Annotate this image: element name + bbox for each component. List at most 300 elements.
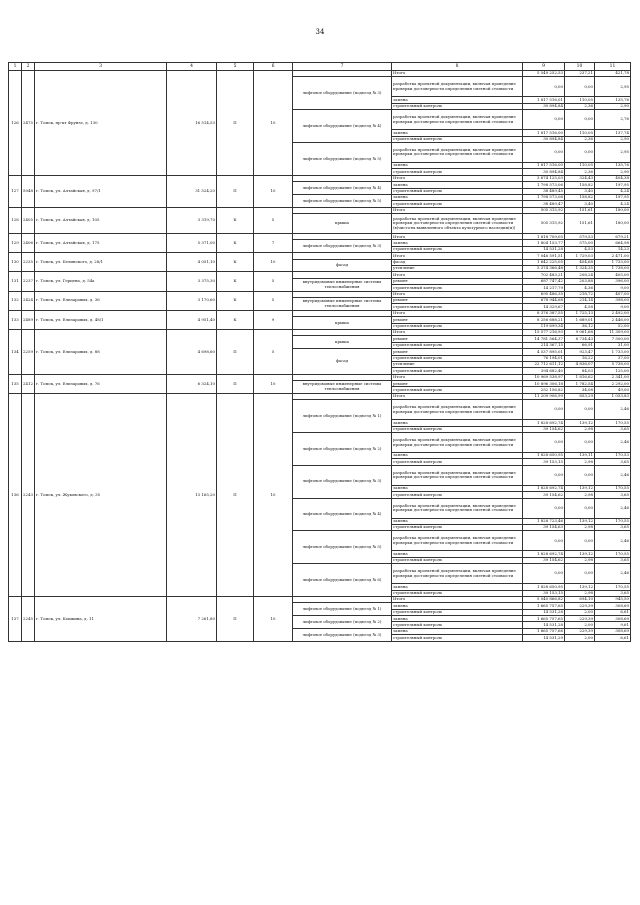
house-code: 2489 bbox=[22, 310, 35, 329]
address: г. Томск, ул. Елизаровых, д. 88 bbox=[35, 329, 167, 374]
limit-cost: 170,55 bbox=[595, 551, 631, 557]
work-description: разработка проектной документации, включая проведение проверки достоверности определения сметной стоимости bbox=[392, 433, 523, 453]
cost-value: 1 817 516,01 bbox=[523, 97, 565, 103]
work-description: замена bbox=[392, 518, 523, 524]
total-area: 4 951,40 bbox=[167, 310, 217, 329]
house-code: 2405 bbox=[22, 207, 35, 233]
cost-value: 0,00 bbox=[523, 531, 565, 551]
cost-value: 1 828 650,95 bbox=[523, 584, 565, 590]
cost-value: 39 154,62 bbox=[523, 492, 565, 498]
cost-value: 1 828 692,74 bbox=[523, 551, 565, 557]
row-number: 136 bbox=[9, 393, 22, 596]
limit-cost: 945,50 bbox=[595, 596, 631, 602]
limit-cost: 125,00 bbox=[595, 368, 631, 374]
unit-cost: 34,08 bbox=[565, 387, 595, 393]
cost-value: 38 489,47 bbox=[523, 201, 565, 207]
work-type: фасад bbox=[293, 349, 392, 375]
wall-material: К bbox=[217, 310, 254, 329]
cost-value: 15 577 216,93 bbox=[523, 329, 565, 335]
total-area: 7 261,80 bbox=[167, 596, 217, 641]
cost-value: 14 531,28 bbox=[523, 622, 565, 628]
work-description: разработка проектной документации, включая проведение проверки достоверности определения сметной стоимости (в)чистоты выявленного объекта культурного наследия(и)) bbox=[392, 214, 523, 234]
cost-value: 687 747,42 bbox=[523, 278, 565, 284]
work-description: Итого bbox=[392, 310, 523, 316]
unit-cost: 2,98 bbox=[565, 492, 595, 498]
cost-value: 14 329,67 bbox=[523, 304, 565, 310]
work-description: строительный контроль bbox=[392, 368, 523, 374]
work-description: замена bbox=[392, 194, 523, 200]
unit-cost: 4,58 bbox=[565, 304, 595, 310]
unit-cost: 579,53 bbox=[565, 234, 595, 240]
total-area: 16 514,53 bbox=[167, 71, 217, 176]
wall-material: П bbox=[217, 329, 254, 374]
work-description: разработка проектной документации, включая проведение проверки достоверности определения сметной стоимости bbox=[392, 142, 523, 162]
limit-cost: 4,24 bbox=[595, 188, 631, 194]
row-number: 134 bbox=[9, 329, 22, 374]
work-description: строительный контроль bbox=[392, 492, 523, 498]
work-description: строительный контроль bbox=[392, 426, 523, 432]
limit-cost: 3,65 bbox=[595, 492, 631, 498]
limit-cost: 180,00 bbox=[595, 207, 631, 213]
row-number: 131 bbox=[9, 272, 22, 291]
work-type: лифтовое оборудование (подъезд № 6) bbox=[293, 564, 392, 597]
unit-cost: 139,12 bbox=[565, 518, 595, 524]
limit-cost: 170,55 bbox=[595, 518, 631, 524]
unit-cost: 1 729,03 bbox=[565, 253, 595, 259]
cost-value: 678 944,68 bbox=[523, 297, 565, 303]
cost-value: 394 682,40 bbox=[523, 368, 565, 374]
unit-cost: 36,12 bbox=[565, 323, 595, 329]
wall-material: П bbox=[217, 596, 254, 641]
limit-cost: 2 341,00 bbox=[595, 374, 631, 380]
unit-cost: 2,36 bbox=[565, 103, 595, 109]
limit-cost: 137,74 bbox=[595, 130, 631, 136]
work-description: строительный контроль bbox=[392, 323, 523, 329]
work-description: ремонт bbox=[392, 317, 523, 323]
house-code: 2245 bbox=[22, 596, 35, 641]
unit-cost: 0,00 bbox=[565, 400, 595, 420]
unit-cost: 2,98 bbox=[565, 590, 595, 596]
work-description: замена bbox=[392, 628, 523, 634]
cost-value: 39 154,62 bbox=[523, 557, 565, 563]
unit-cost: 0,00 bbox=[565, 77, 595, 97]
unit-cost: 16,22 bbox=[565, 355, 595, 361]
limit-cost: 2 446,00 bbox=[595, 317, 631, 323]
col-header: 3 bbox=[35, 63, 167, 71]
unit-cost: 139,12 bbox=[565, 551, 595, 557]
work-description: разработка проектной документации, включая проведение проверки достоверности определения сметной стоимости bbox=[392, 498, 523, 518]
floors: 9 bbox=[254, 310, 293, 329]
unit-cost: 151,61 bbox=[565, 207, 595, 213]
work-type: лифтовое оборудование (подъезд № 1) bbox=[293, 603, 392, 616]
work-description: разработка проектной документации, включая проведение проверки достоверности определения сметной стоимости bbox=[392, 400, 523, 420]
cost-value: 5 549 252,53 bbox=[523, 71, 565, 77]
work-description: замена bbox=[392, 616, 523, 622]
work-description: замена bbox=[392, 420, 523, 426]
total-area: 3 375,30 bbox=[167, 272, 217, 291]
cost-value: 14 217,79 bbox=[523, 285, 565, 291]
unit-cost: 3,40 bbox=[565, 201, 595, 207]
cost-value: 10 896 306,18 bbox=[523, 381, 565, 387]
work-type: лифтовое оборудование (подъезд № 4) bbox=[293, 498, 392, 531]
work-type: лифтовое оборудование (подъезд № 3) bbox=[293, 77, 392, 110]
limit-cost: 1 053,83 bbox=[595, 393, 631, 399]
unit-cost: 0,00 bbox=[565, 465, 595, 485]
cost-value: 14 531,28 bbox=[523, 609, 565, 615]
address: г. Томск, ул. Елизаровых, д. 36 bbox=[35, 291, 167, 310]
cost-value: 14 531,29 bbox=[523, 635, 565, 641]
row-number: 129 bbox=[9, 234, 22, 253]
unit-cost: 1 725,13 bbox=[565, 310, 595, 316]
unit-cost: 139,12 bbox=[565, 485, 595, 491]
address: г. Томск, ул. Алтайская, д. 97/1 bbox=[35, 175, 167, 207]
limit-cost: 37,00 bbox=[595, 355, 631, 361]
work-type: лифтовое оборудование (подъезд № 5) bbox=[293, 142, 392, 175]
row-number: 137 bbox=[9, 596, 22, 641]
cost-value: 1 642 225,05 bbox=[523, 259, 565, 265]
limit-cost: 9,00 bbox=[595, 285, 631, 291]
limit-cost: 2,90 bbox=[595, 169, 631, 175]
cost-value: 1 798 573,06 bbox=[523, 182, 565, 188]
work-type: крыша bbox=[293, 317, 392, 330]
cost-value: 39 153,15 bbox=[523, 590, 565, 596]
cost-value: 0,00 bbox=[523, 110, 565, 130]
limit-cost: 664,98 bbox=[595, 240, 631, 246]
unit-cost: 853,29 bbox=[565, 393, 595, 399]
address: г. Томск, ул. Алтайская, д. 175 bbox=[35, 234, 167, 253]
unit-cost: 139,12 bbox=[565, 584, 595, 590]
work-description: Итого bbox=[392, 272, 523, 278]
cost-value: 30 894,84 bbox=[523, 136, 565, 142]
cost-value: 1 828 692,74 bbox=[523, 420, 565, 426]
wall-material: К bbox=[217, 207, 254, 233]
work-type: лифтовое оборудование (подъезд № 1) bbox=[293, 400, 392, 433]
work-type: лифтовое оборудование (подъезд № 4) bbox=[293, 110, 392, 143]
work-type: лифтовое оборудование (подъезд № 4) bbox=[293, 182, 392, 195]
cost-value: 695 486,35 bbox=[523, 291, 565, 297]
unit-cost: 9 061,68 bbox=[565, 329, 595, 335]
cost-value: 22 712 611,12 bbox=[523, 361, 565, 367]
total-area: 13 165,20 bbox=[167, 393, 217, 596]
unit-cost: 2,98 bbox=[565, 459, 595, 465]
house-code: 2243 bbox=[22, 393, 35, 596]
cost-value: 5 040 866,82 bbox=[523, 596, 565, 602]
wall-material: П bbox=[217, 71, 254, 176]
work-description: строительный контроль bbox=[392, 169, 523, 175]
unit-cost: 214,14 bbox=[565, 297, 595, 303]
work-description: Итого bbox=[392, 596, 523, 602]
unit-cost: 110,05 bbox=[565, 130, 595, 136]
work-description: замена bbox=[392, 603, 523, 609]
work-description: замена bbox=[392, 584, 523, 590]
limit-cost: 3,65 bbox=[595, 524, 631, 530]
work-description: ремонт bbox=[392, 381, 523, 387]
floors: 10 bbox=[254, 71, 293, 176]
address: г. Томск, ул. Кошкина, д. 11 bbox=[35, 596, 167, 641]
work-type: внутридомовые инженерные системы теплоснабжения bbox=[293, 278, 392, 291]
unit-cost: 2,98 bbox=[565, 426, 595, 432]
work-description: замена bbox=[392, 240, 523, 246]
cost-value: 8 256 688,21 bbox=[523, 317, 565, 323]
work-description: Итого bbox=[392, 207, 523, 213]
limit-cost: 135,76 bbox=[595, 97, 631, 103]
limit-cost: 308,69 bbox=[595, 628, 631, 634]
limit-cost: 170,55 bbox=[595, 420, 631, 426]
work-description: строительный контроль bbox=[392, 285, 523, 291]
work-type: лифтовое оборудование (подъезд № 3) bbox=[293, 465, 392, 498]
unit-cost: 2,00 bbox=[565, 622, 595, 628]
house-code: 2235 bbox=[22, 253, 35, 272]
work-description: замена bbox=[392, 162, 523, 168]
work-description: замена bbox=[392, 485, 523, 491]
col-header: 9 bbox=[523, 63, 565, 71]
cost-value: 0,00 bbox=[523, 433, 565, 453]
limit-cost: 31,00 bbox=[595, 342, 631, 348]
unit-cost: 3,40 bbox=[565, 188, 595, 194]
work-type: внутридомовые инженерные системы теплоснабжения bbox=[293, 297, 392, 310]
work-description: ремонт bbox=[392, 297, 523, 303]
work-type: лифтовое оборудование (подъезд № 2) bbox=[293, 433, 392, 466]
cost-value: 1 804 153,77 bbox=[523, 240, 565, 246]
work-description: утепление bbox=[392, 361, 523, 367]
cost-value: 10 969 538,97 bbox=[523, 374, 565, 380]
work-description: Итого bbox=[392, 253, 523, 259]
work-description: строительный контроль bbox=[392, 103, 523, 109]
unit-cost: 4,53 bbox=[565, 246, 595, 252]
floors: 7 bbox=[254, 234, 293, 253]
limit-cost: 9,61 bbox=[595, 622, 631, 628]
unit-cost: 158,82 bbox=[565, 194, 595, 200]
cost-value: 7 046 591,51 bbox=[523, 253, 565, 259]
limit-cost: 405,00 bbox=[595, 272, 631, 278]
col-header: 2 bbox=[22, 63, 35, 71]
unit-cost: 158,82 bbox=[565, 182, 595, 188]
cost-value: 39 154,62 bbox=[523, 426, 565, 432]
limit-cost: 1 733,00 bbox=[595, 349, 631, 355]
limit-cost: 2,46 bbox=[595, 564, 631, 584]
address: г. Томск, ул. Алтайская, д. 105 bbox=[35, 207, 167, 233]
limit-cost: 398,00 bbox=[595, 297, 631, 303]
limit-cost: 7 500,00 bbox=[595, 336, 631, 342]
unit-cost: 237,21 bbox=[565, 71, 595, 77]
unit-cost: 139,12 bbox=[565, 420, 595, 426]
cost-value: 8 376 387,55 bbox=[523, 310, 565, 316]
limit-cost: 308,69 bbox=[595, 616, 631, 622]
col-header: 10 bbox=[565, 63, 595, 71]
wall-material: К bbox=[217, 272, 254, 291]
unit-cost: 229,39 bbox=[565, 603, 595, 609]
unit-cost: 229,39 bbox=[565, 628, 595, 634]
work-description: строительный контроль bbox=[392, 622, 523, 628]
unit-cost: 0,00 bbox=[565, 110, 595, 130]
header-row bbox=[9, 63, 631, 71]
floors: 5 bbox=[254, 329, 293, 374]
work-description: ремонт bbox=[392, 336, 523, 342]
limit-cost: 2 492,00 bbox=[595, 310, 631, 316]
work-type: лифтовое оборудование (подъезд № 3) bbox=[293, 628, 392, 641]
col-header: 7 bbox=[293, 63, 392, 71]
work-type: лифтовое оборудование (подъезд № 2) bbox=[293, 616, 392, 629]
cost-value: 39 154,63 bbox=[523, 524, 565, 530]
row-number: 126 bbox=[9, 71, 22, 176]
wall-material: К bbox=[217, 234, 254, 253]
house-code: 5048 bbox=[22, 175, 35, 207]
unit-cost: 2,00 bbox=[565, 635, 595, 641]
address: г. Томск, ул. Жуковского, д. 35 bbox=[35, 393, 167, 596]
work-description: Итого bbox=[392, 374, 523, 380]
work-description: разработка проектной документации, включая проведение проверки достоверности определения сметной стоимости bbox=[392, 531, 523, 551]
work-description: строительный контроль bbox=[392, 355, 523, 361]
work-description: строительный контроль bbox=[392, 635, 523, 641]
wall-material: П bbox=[217, 175, 254, 207]
cost-value: 0,00 bbox=[523, 77, 565, 97]
total-area: 3 319,70 bbox=[167, 207, 217, 233]
col-header: 5 bbox=[217, 63, 254, 71]
work-description: Итого bbox=[392, 71, 523, 77]
cost-value: 38 489,45 bbox=[523, 188, 565, 194]
cost-value: 11 209 906,99 bbox=[523, 393, 565, 399]
limit-cost: 170,53 bbox=[595, 453, 631, 459]
cost-value: 0,00 bbox=[523, 564, 565, 584]
address: г. Томск, ул. Герцена, д. 54а bbox=[35, 272, 167, 291]
limit-cost: 2,90 bbox=[595, 136, 631, 142]
wall-material: К bbox=[217, 253, 254, 272]
limit-cost: 421,78 bbox=[595, 71, 631, 77]
wall-material: П bbox=[217, 393, 254, 596]
cost-value: 0,00 bbox=[523, 465, 565, 485]
unit-cost: 0,00 bbox=[565, 498, 595, 518]
cost-value: 505 315,92 bbox=[523, 207, 565, 213]
work-description: замена bbox=[392, 182, 523, 188]
wall-material: К bbox=[217, 291, 254, 310]
cost-value: 4 537 895,01 bbox=[523, 349, 565, 355]
work-description: строительный контроль bbox=[392, 524, 523, 530]
limit-cost: 2,46 bbox=[595, 400, 631, 420]
unit-cost: 84,03 bbox=[565, 368, 595, 374]
unit-cost: 208,24 bbox=[565, 272, 595, 278]
work-description: Итого bbox=[392, 329, 523, 335]
work-description: разработка проектной документации, включая проведение проверки достоверности определения сметной стоимости bbox=[392, 77, 523, 97]
work-description: строительный контроль bbox=[392, 557, 523, 563]
floors: 10 bbox=[254, 175, 293, 207]
limit-cost: 3,65 bbox=[595, 557, 631, 563]
col-header: 8 bbox=[392, 63, 523, 71]
work-description: Итого bbox=[392, 291, 523, 297]
limit-cost: 6,61 bbox=[595, 635, 631, 641]
floors: 10 bbox=[254, 596, 293, 641]
col-header: 1 bbox=[9, 63, 22, 71]
limit-cost: 404,38 bbox=[595, 175, 631, 181]
total-area: 4 051,10 bbox=[167, 253, 217, 272]
limit-cost: 3,65 bbox=[595, 426, 631, 432]
limit-cost: 5 738,00 bbox=[595, 361, 631, 367]
unit-cost: 2,98 bbox=[565, 524, 595, 530]
unit-cost: 110,05 bbox=[565, 97, 595, 103]
limit-cost: 14,23 bbox=[595, 246, 631, 252]
row-number: 127 bbox=[9, 175, 22, 207]
work-description: строительный контроль bbox=[392, 590, 523, 596]
unit-cost: 2,36 bbox=[565, 136, 595, 142]
cost-value: 0,00 bbox=[523, 498, 565, 518]
unit-cost: 2,98 bbox=[565, 557, 595, 563]
unit-cost: 139,11 bbox=[565, 453, 595, 459]
limit-cost: 1 738,00 bbox=[595, 266, 631, 272]
unit-cost: 923,47 bbox=[565, 349, 595, 355]
floors: 10 bbox=[254, 374, 293, 393]
limit-cost: 11 309,00 bbox=[595, 329, 631, 335]
cost-value: 214 367,15 bbox=[523, 342, 565, 348]
work-type: крыша bbox=[293, 214, 392, 234]
unit-cost: 404,68 bbox=[565, 259, 595, 265]
total-area: 3 170,60 bbox=[167, 291, 217, 310]
limit-cost: 1 733,00 bbox=[595, 259, 631, 265]
cost-value: 1 828 692,74 bbox=[523, 485, 565, 491]
work-type: лифтовое оборудование (подъезд № 5) bbox=[293, 194, 392, 207]
unit-cost: 4 836,07 bbox=[565, 361, 595, 367]
limit-cost: 170,55 bbox=[595, 584, 631, 590]
work-type: крыша bbox=[293, 336, 392, 349]
limit-cost: 9,00 bbox=[595, 304, 631, 310]
limit-cost: 197,95 bbox=[595, 194, 631, 200]
limit-cost: 135,76 bbox=[595, 162, 631, 168]
limit-cost: 4,24 bbox=[595, 201, 631, 207]
limit-cost: 2 471,00 bbox=[595, 253, 631, 259]
address: г. Томск, ул. Белинского, д. 28/1 bbox=[35, 253, 167, 272]
cost-value: 3 674 125,03 bbox=[523, 175, 565, 181]
limit-cost: 2 292,00 bbox=[595, 381, 631, 387]
unit-cost: 694,10 bbox=[565, 596, 595, 602]
cost-value: 76 194,01 bbox=[523, 355, 565, 361]
house-code: 2259 bbox=[22, 329, 35, 374]
work-description: замена bbox=[392, 551, 523, 557]
unit-cost: 4,36 bbox=[565, 285, 595, 291]
wall-material: П bbox=[217, 374, 254, 393]
unit-cost: 324,43 bbox=[565, 175, 595, 181]
floors: 5 bbox=[254, 291, 293, 310]
cost-value: 505 315,92 bbox=[523, 214, 565, 234]
limit-cost: 49,00 bbox=[595, 387, 631, 393]
house-code: 2406 bbox=[22, 234, 35, 253]
limit-cost: 2,46 bbox=[595, 498, 631, 518]
work-description: строительный контроль bbox=[392, 188, 523, 194]
total-area: 5 371,00 bbox=[167, 234, 217, 253]
limit-cost: 407,00 bbox=[595, 291, 631, 297]
floors: 5 bbox=[254, 272, 293, 291]
work-type: лифтовое оборудование (подъезд № 5) bbox=[293, 531, 392, 564]
work-description: разработка проектной документации, включая проведение проверки достоверности определения сметной стоимости bbox=[392, 110, 523, 130]
work-description: ремонт bbox=[392, 349, 523, 355]
limit-cost: 396,00 bbox=[595, 278, 631, 284]
unit-cost: 0,00 bbox=[565, 142, 595, 162]
unit-cost: 1 689,01 bbox=[565, 317, 595, 323]
floors: 5 bbox=[254, 207, 293, 233]
limit-cost: 52,00 bbox=[595, 323, 631, 329]
work-description: строительный контроль bbox=[392, 246, 523, 252]
work-description: Итого bbox=[392, 393, 523, 399]
limit-cost: 170,55 bbox=[595, 485, 631, 491]
unit-cost: 2,36 bbox=[565, 169, 595, 175]
limit-cost: 3,65 bbox=[595, 590, 631, 596]
limit-cost: 308,69 bbox=[595, 603, 631, 609]
cost-value: 1 817 516,00 bbox=[523, 130, 565, 136]
page-number: 34 bbox=[315, 28, 325, 36]
work-description: разработка проектной документации, включая проведение проверки достоверности определения сметной стоимости bbox=[392, 465, 523, 485]
total-area: 31 524,20 bbox=[167, 175, 217, 207]
limit-cost: 2,46 bbox=[595, 531, 631, 551]
cost-value: 1 798 573,06 bbox=[523, 194, 565, 200]
cost-value: 30 894,84 bbox=[523, 103, 565, 109]
unit-cost: 218,72 bbox=[565, 291, 595, 297]
